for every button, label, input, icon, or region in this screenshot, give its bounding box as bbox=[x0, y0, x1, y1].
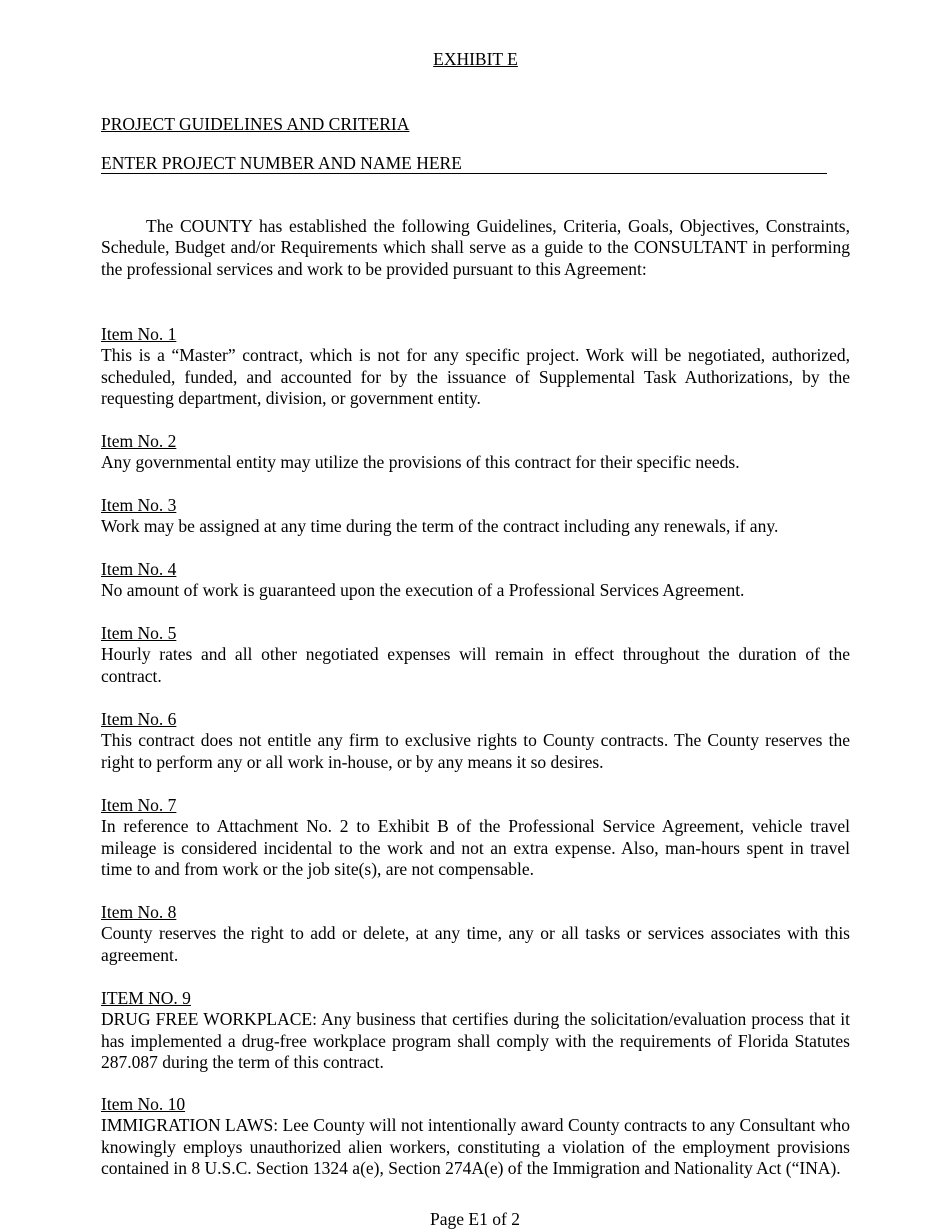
item-heading: Item No. 10 bbox=[101, 1094, 186, 1114]
item-body: Work may be assigned at any time during the term of the contract including any renewals, if any. bbox=[101, 516, 779, 537]
item-9 bbox=[101, 988, 850, 1073]
item-6 bbox=[101, 709, 850, 773]
item-heading: Item No. 8 bbox=[101, 902, 177, 922]
item-body: No amount of work is guaranteed upon the execution of a Professional Services Agreement. bbox=[101, 580, 745, 601]
item-2 bbox=[101, 431, 850, 474]
item-heading: Item No. 4 bbox=[101, 559, 177, 579]
item-body: DRUG FREE WORKPLACE: Any business that certifies during the solicitation/evaluation process that it has implemented a drug-free workplace program shall comply with the requirements of Florida Statutes 287.087 during the term of this contract. bbox=[101, 1009, 850, 1072]
exhibit-title: EXHIBIT E bbox=[433, 49, 518, 69]
item-3 bbox=[101, 495, 850, 538]
page-number: Page E1 of 2 bbox=[430, 1209, 520, 1229]
item-heading: Item No. 7 bbox=[101, 795, 177, 815]
item-heading: ITEM NO. 9 bbox=[101, 988, 191, 1008]
item-body: In reference to Attachment No. 2 to Exhibit B of the Professional Service Agreement, vehicle travel mileage is considered incidental to the work and not an extra expense. Also, man-hours spent in travel time to and from work or the job site(s), are not compensable. bbox=[101, 816, 850, 879]
item-10 bbox=[101, 1094, 850, 1179]
item-body: This contract does not entitle any firm to exclusive rights to County contracts. The County reserves the right to perform any or all work in-house, or by any means it so desires. bbox=[101, 730, 850, 772]
project-number-name-field: ENTER PROJECT NUMBER AND NAME HERE bbox=[101, 153, 827, 174]
item-heading: Item No. 2 bbox=[101, 431, 177, 451]
item-body: This is a “Master” contract, which is not for any specific project. Work will be negotiated, authorized, scheduled, funded, and accounted for by the issuance of Supplemental Task Authorizations, by the requesting department, division, or government entity. bbox=[101, 345, 850, 408]
item-5 bbox=[101, 623, 850, 687]
item-body: Any governmental entity may utilize the provisions of this contract for their specific needs. bbox=[101, 452, 740, 473]
intro-paragraph: The COUNTY has established the following Guidelines, Criteria, Goals, Objectives, Constraints, Schedule, Budget and/or Requirements which shall serve as a guide to the CONSULTANT in performing the professional services and work to be provided pursuant to this Agreement: bbox=[101, 216, 850, 279]
item-heading: Item No. 6 bbox=[101, 709, 177, 729]
item-heading: Item No. 1 bbox=[101, 324, 177, 344]
item-4 bbox=[101, 559, 850, 602]
item-body: County reserves the right to add or delete, at any time, any or all tasks or services associates with this agreement. bbox=[101, 923, 850, 965]
section-title: PROJECT GUIDELINES AND CRITERIA bbox=[101, 114, 410, 134]
item-body: Hourly rates and all other negotiated expenses will remain in effect throughout the duration of the contract. bbox=[101, 644, 850, 686]
item-8 bbox=[101, 902, 850, 966]
item-7 bbox=[101, 795, 850, 880]
item-body: IMMIGRATION LAWS: Lee County will not intentionally award County contracts to any Consultant who knowingly employs unauthorized alien workers, constituting a violation of the employment provisions contained in 8 U.S.C. Section 1324 a(e), Section 274A(e) of the Immigration and Nationality Act (“INA). bbox=[101, 1115, 850, 1178]
item-1 bbox=[101, 324, 850, 409]
item-heading: Item No. 3 bbox=[101, 495, 177, 515]
item-heading: Item No. 5 bbox=[101, 623, 177, 643]
